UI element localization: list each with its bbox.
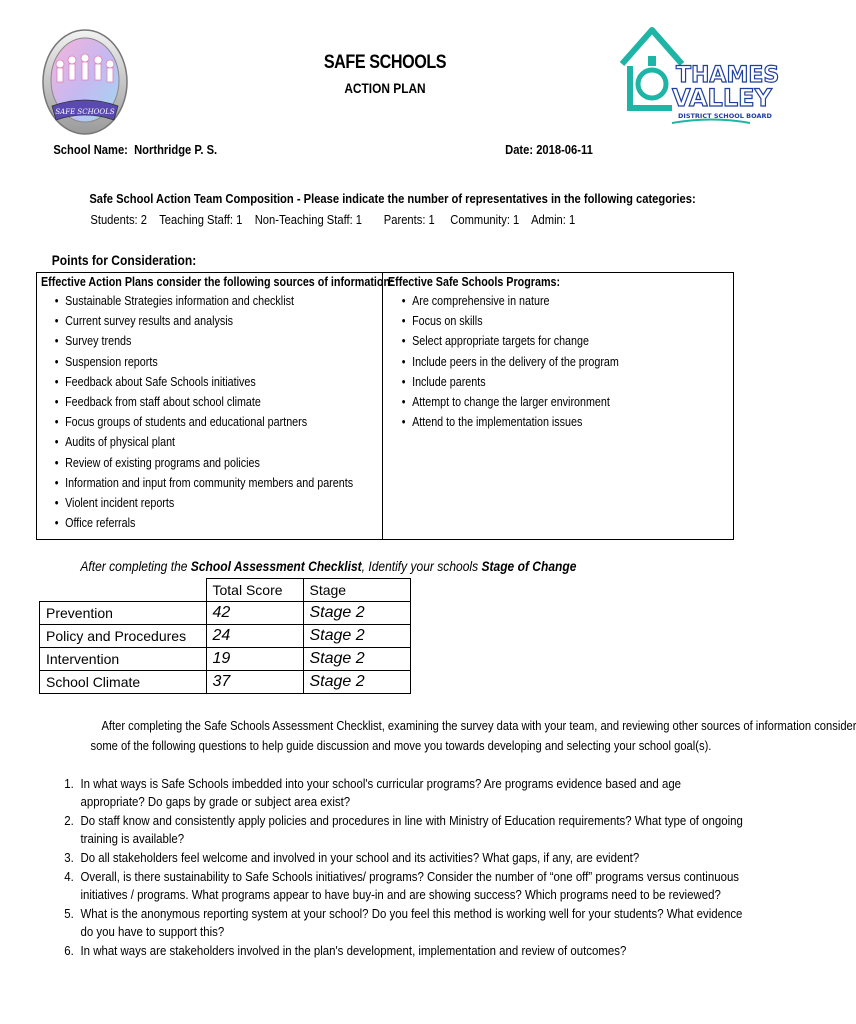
question-item: 2. Do staff know and consistently apply policies and procedures in line with Ministry of Education requirements? What type of ongoing training is available? <box>77 812 746 848</box>
valley-text: VALLEY <box>672 84 772 112</box>
list-item: • Suspension reports <box>41 352 394 372</box>
safe-schools-programs <box>388 275 619 432</box>
date-label: Date: <box>505 142 534 157</box>
school-name-row <box>53 142 217 157</box>
date-value: 2018-06-11 <box>536 142 593 157</box>
area-name: Policy and Procedures <box>40 625 207 648</box>
list-item: • Current survey results and analysis <box>41 311 394 331</box>
list-item: • Select appropriate targets for change <box>388 331 619 351</box>
total-score-header: Total Score <box>206 579 303 602</box>
table-header-row <box>40 579 411 602</box>
list-item: • Attend to the implementation issues <box>388 412 619 432</box>
admin-count: Admin: 1 <box>531 212 576 227</box>
stage-table <box>39 578 411 694</box>
list-item: • Are comprehensive in nature <box>388 291 619 311</box>
list-item: • Violent incident reports <box>41 493 394 513</box>
question-item: 6. In what ways are stakeholders involved in the plan's development, implementation and review of outcomes? <box>77 942 746 960</box>
area-stage: Stage 2 <box>303 625 410 648</box>
safe-schools-programs-list <box>388 291 619 432</box>
action-plan-sources <box>41 275 394 533</box>
list-item: • Office referrals <box>41 513 394 533</box>
safe-schools-logo-text: SAFE SCHOOLS <box>55 108 115 116</box>
area-score: 37 <box>206 671 303 694</box>
question-item: 4. Overall, is there sustainability to Safe Schools initiatives/ programs? Consider the number of “one off” programs versus continuous initiatives / programs. What programs appear to have buy-in and are showing success? Which programs need to be reviewed? <box>77 868 746 904</box>
list-item: • Information and input from community members and parents <box>41 473 394 493</box>
list-item: • Feedback from staff about school climate <box>41 392 394 412</box>
community-count: Community: 1 <box>450 212 520 227</box>
area-score: 24 <box>206 625 303 648</box>
list-item: • Feedback about Safe Schools initiatives <box>41 372 394 392</box>
question-item: 3. Do all stakeholders feel welcome and involved in your school and its activities? What gaps, if any, are evident? <box>77 849 746 867</box>
table-corner <box>40 579 207 602</box>
team-heading: Safe School Action Team Composition - Please indicate the number of representatives in the following categories: <box>89 191 696 206</box>
page-title: SAFE SCHOOLS <box>323 52 447 73</box>
area-score: 42 <box>206 602 303 625</box>
stage-intro-text-2: , Identify your schools <box>361 558 482 574</box>
thames-valley-logo <box>612 26 780 130</box>
area-stage: Stage 2 <box>303 648 410 671</box>
table-row <box>40 625 411 648</box>
safe-schools-programs-heading: Effective Safe Schools Programs: <box>388 275 561 289</box>
list-item: • Focus groups of students and educational partners <box>41 412 394 432</box>
list-item: • Include parents <box>388 372 619 392</box>
list-item: • Sustainable Strategies information and checklist <box>41 291 394 311</box>
stage-intro <box>80 558 576 574</box>
list-item: • Focus on skills <box>388 311 619 331</box>
area-stage: Stage 2 <box>303 602 410 625</box>
stage-intro-text-1: After completing the <box>80 558 191 574</box>
stage-intro-bold-1: School Assessment Checklist <box>190 558 362 574</box>
list-item: • Survey trends <box>41 331 394 351</box>
non-teaching-staff-count: Non-Teaching Staff: 1 <box>254 212 363 227</box>
parents-count: Parents: 1 <box>383 212 435 227</box>
questions-list <box>40 775 743 961</box>
area-name: Prevention <box>40 602 207 625</box>
question-item: 1. In what ways is Safe Schools imbedded into your school's curricular programs? Are programs evidence based and age appropriate? Do gaps by grade or subject area exist? <box>77 775 746 811</box>
school-name-value: Northridge P. S. <box>134 142 218 157</box>
list-item: • Attempt to change the larger environment <box>388 392 619 412</box>
guidance-line-2: some of the following questions to help guide discussion and move you towards developing and selecting your school goal(s). <box>90 738 712 753</box>
date-row <box>505 142 593 157</box>
area-name: School Climate <box>40 671 207 694</box>
page-subtitle: ACTION PLAN <box>344 80 426 96</box>
stage-header: Stage <box>303 579 410 602</box>
list-item: • Include peers in the delivery of the program <box>388 352 619 372</box>
table-row <box>40 648 411 671</box>
district-school-board-text: DISTRICT SCHOOL BOARD <box>678 112 772 120</box>
teaching-staff-count: Teaching Staff: 1 <box>159 212 243 227</box>
list-item: • Audits of physical plant <box>41 432 394 452</box>
list-item: • Review of existing programs and policies <box>41 453 394 473</box>
area-stage: Stage 2 <box>303 671 410 694</box>
area-score: 19 <box>206 648 303 671</box>
thames-text: THAMES <box>676 63 780 88</box>
action-plan-sources-list <box>41 291 394 533</box>
school-name-label: School Name: <box>53 142 128 157</box>
points-heading: Points for Consideration: <box>51 252 197 268</box>
team-counts <box>90 212 709 227</box>
question-item: 5. What is the anonymous reporting system at your school? Do you feel this method is working well for your students? What evidence do you have to support this? <box>77 905 746 941</box>
action-plan-sources-heading: Effective Action Plans consider the following sources of information: <box>41 275 394 289</box>
table-row <box>40 602 411 625</box>
points-box <box>36 272 734 540</box>
students-count: Students: 2 <box>90 212 147 227</box>
stage-intro-bold-2: Stage of Change <box>481 558 577 574</box>
guidance-line-1: After completing the Safe Schools Assessment Checklist, examining the survey data with your team, and reviewing other sources of information consider <box>101 718 856 733</box>
table-row <box>40 671 411 694</box>
area-name: Intervention <box>40 648 207 671</box>
